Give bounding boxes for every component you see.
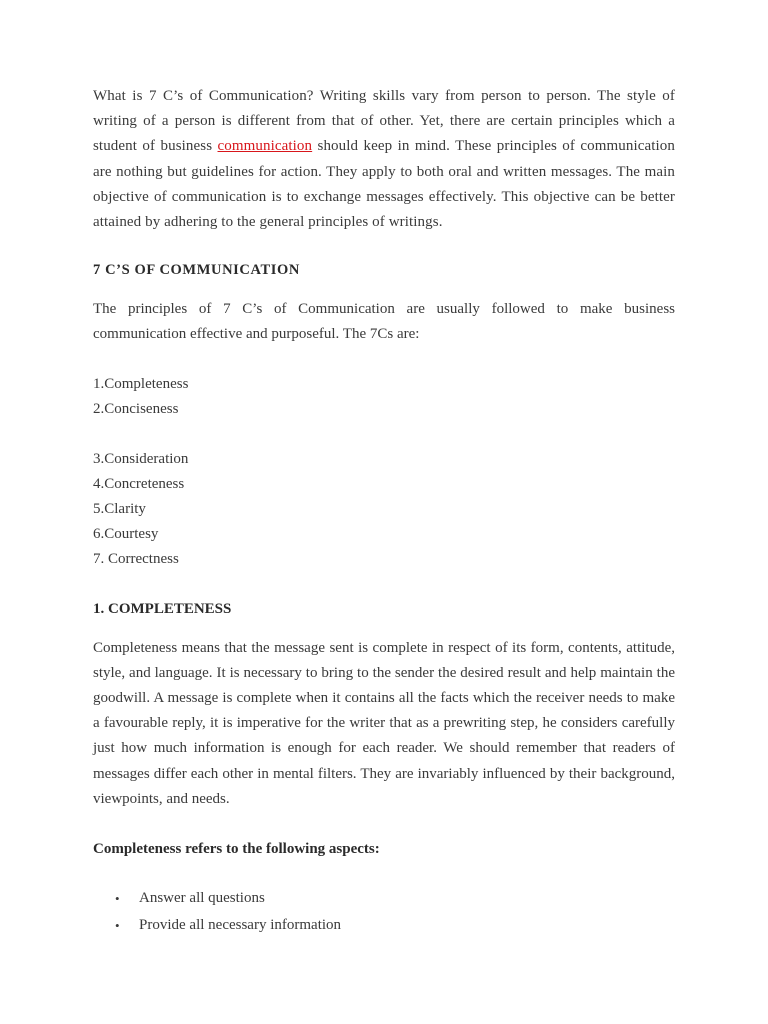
- aspects-bullet-list: [93, 885, 675, 939]
- principles-list-group-2: [93, 447, 675, 572]
- section-heading-7cs: 7 C’S OF COMMUNICATION: [93, 262, 300, 279]
- principles-list-group-1: [93, 372, 675, 422]
- bullet-text: Answer all questions: [139, 890, 265, 907]
- list-item: 6.Courtesy: [93, 525, 159, 542]
- intro-text-end: should keep in mind. These principles of communication are nothing but guidelines for action. They apply to both oral and written messages. The main objective of communication is to exchange messages effectively. This objective can be better attained by adhering to the general principles of writings.: [93, 138, 675, 231]
- list-item: 3.Consideration: [93, 450, 189, 467]
- principles-intro-paragraph: The principles of 7 C’s of Communication are usually followed to make business communication effective and purposeful. The 7Cs are:: [93, 301, 675, 343]
- list-item: [93, 885, 675, 912]
- list-item: 1.Completeness: [93, 375, 189, 392]
- list-item: 4.Concreteness: [93, 475, 185, 492]
- communication-link[interactable]: communication: [217, 138, 313, 155]
- bullet-icon: •: [115, 918, 120, 934]
- completeness-heading: 1. COMPLETENESS: [93, 600, 232, 617]
- aspects-heading: Completeness refers to the following aspects:: [93, 841, 380, 858]
- list-item: [93, 912, 675, 939]
- bullet-icon: •: [115, 891, 120, 907]
- bullet-text: Provide all necessary information: [139, 917, 342, 934]
- list-item: 2.Conciseness: [93, 400, 179, 417]
- intro-text-start: What is 7 C’s of Communication? Writing skills vary from person to person. The style of writing of a person is different from that of other. Yet, there are certain principles which a student of business: [93, 88, 675, 155]
- completeness-paragraph: Completeness means that the message sent is complete in respect of its form, contents, attitude, style, and language. It is necessary to bring to the sender the desired result and help maintain the goodwill. A message is complete when it contains all the facts which the receiver needs to make a favourable reply, it is imperative for the writer that as a prewriting step, he considers carefully just how much information is enough for each reader. We should remember that readers of messages differ each other in mental filters. They are invariably influenced by their background, viewpoints, and needs.: [93, 639, 675, 807]
- list-item: 7. Correctness: [93, 550, 179, 567]
- list-item: 5.Clarity: [93, 500, 146, 517]
- intro-paragraph: [93, 84, 675, 235]
- document-page: [93, 84, 675, 939]
